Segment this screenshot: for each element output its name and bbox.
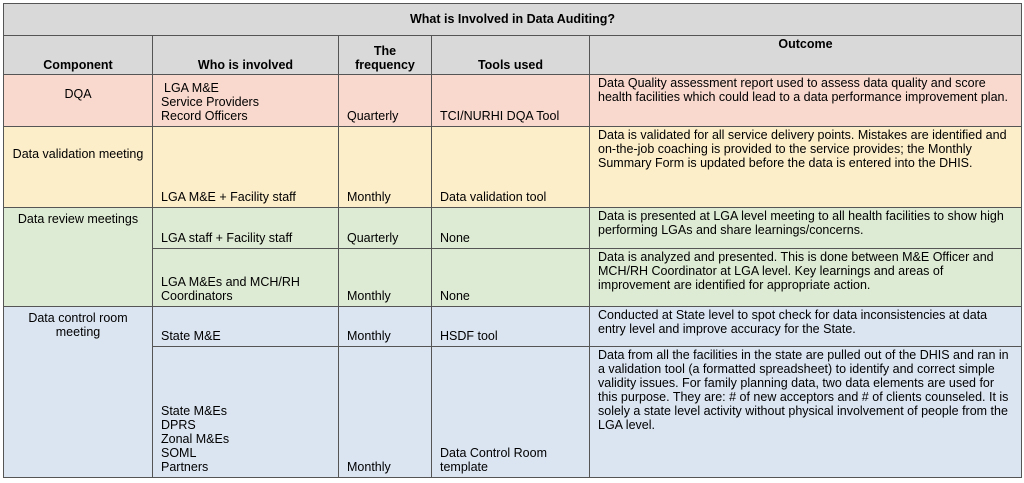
who-cell: LGA M&E + Facility staff [153, 126, 339, 207]
who-cell [153, 74, 339, 126]
tools-cell: None [432, 248, 590, 306]
header-outcome: Outcome [590, 35, 1022, 74]
frequency-cell: Quarterly [339, 207, 432, 248]
who-line: Service Providers [161, 94, 259, 109]
who-line: DPRS [161, 418, 196, 432]
tools-cell: TCI/NURHI DQA Tool [432, 74, 590, 126]
component-cell: DQA [4, 74, 153, 126]
component-cell: Data validation meeting [4, 126, 153, 207]
who-line: State M&Es [161, 404, 227, 418]
who-cell: LGA staff + Facility staff [153, 207, 339, 248]
outcome-cell: Data is presented at LGA level meeting to all health facilities to show high performing LGAs and share learnings/concerns. [590, 207, 1022, 248]
who-line: Zonal M&Es [161, 432, 230, 446]
header-frequency: The frequency [339, 35, 432, 74]
outcome-cell: Data is analyzed and presented. This is done between M&E Officer and MCH/RH Coordinator at LGA level. Key learnings and areas of improvement are identified for appropriate action. [590, 248, 1022, 306]
outcome-cell: Data Quality assessment report used to assess data quality and score health facilities which could lead to a data performance improvement plan. [590, 74, 1022, 126]
outcome-cell: Data is validated for all service delivery points. Mistakes are identified and on-the-job coaching is provided to the service provides; the Monthly Summary Form is updated before the data is entered into the DHIS. [590, 126, 1022, 207]
who-line: SOML [161, 446, 197, 460]
tools-cell: HSDF tool [432, 306, 590, 346]
table-row-review-2 [4, 248, 1022, 306]
table-row-validation [4, 126, 1022, 207]
header-row [4, 35, 1022, 74]
header-tools: Tools used [432, 35, 590, 74]
frequency-cell: Monthly [339, 346, 432, 477]
frequency-cell: Monthly [339, 126, 432, 207]
tools-cell: Data validation tool [432, 126, 590, 207]
who-cell: LGA M&Es and MCH/RH Coordinators [153, 248, 339, 306]
who-cell: State M&E [153, 306, 339, 346]
header-component: Component [4, 35, 153, 74]
table-row-control-1 [4, 306, 1022, 346]
frequency-cell: Quarterly [339, 74, 432, 126]
component-cell: Data control room meeting [4, 306, 153, 477]
tools-cell: None [432, 207, 590, 248]
table-row-control-2 [4, 346, 1022, 477]
frequency-cell: Monthly [339, 306, 432, 346]
who-line: Record Officers [161, 108, 248, 123]
table-row-review-1 [4, 207, 1022, 248]
table-title: What is Involved in Data Auditing? [4, 4, 1022, 36]
who-cell [153, 346, 339, 477]
data-auditing-table [3, 3, 1022, 478]
table-row-dqa [4, 74, 1022, 126]
component-cell: Data review meetings [4, 207, 153, 306]
header-who: Who is involved [153, 35, 339, 74]
tools-cell: Data Control Room template [432, 346, 590, 477]
outcome-cell: Data from all the facilities in the state are pulled out of the DHIS and ran in a validation tool (a formatted spreadsheet) to identify and correct simple validity issues. For family planning data, two data elements are used for this purpose. They are: # of new acceptors and # of clients counseled. It is solely a state level activity without physical involvement of people from the LGA level. [590, 346, 1022, 477]
who-line: Partners [161, 460, 209, 474]
who-line: LGA M&E [164, 80, 219, 95]
frequency-cell: Monthly [339, 248, 432, 306]
outcome-cell: Conducted at State level to spot check for data inconsistencies at data entry level and improve accuracy for the State. [590, 306, 1022, 346]
